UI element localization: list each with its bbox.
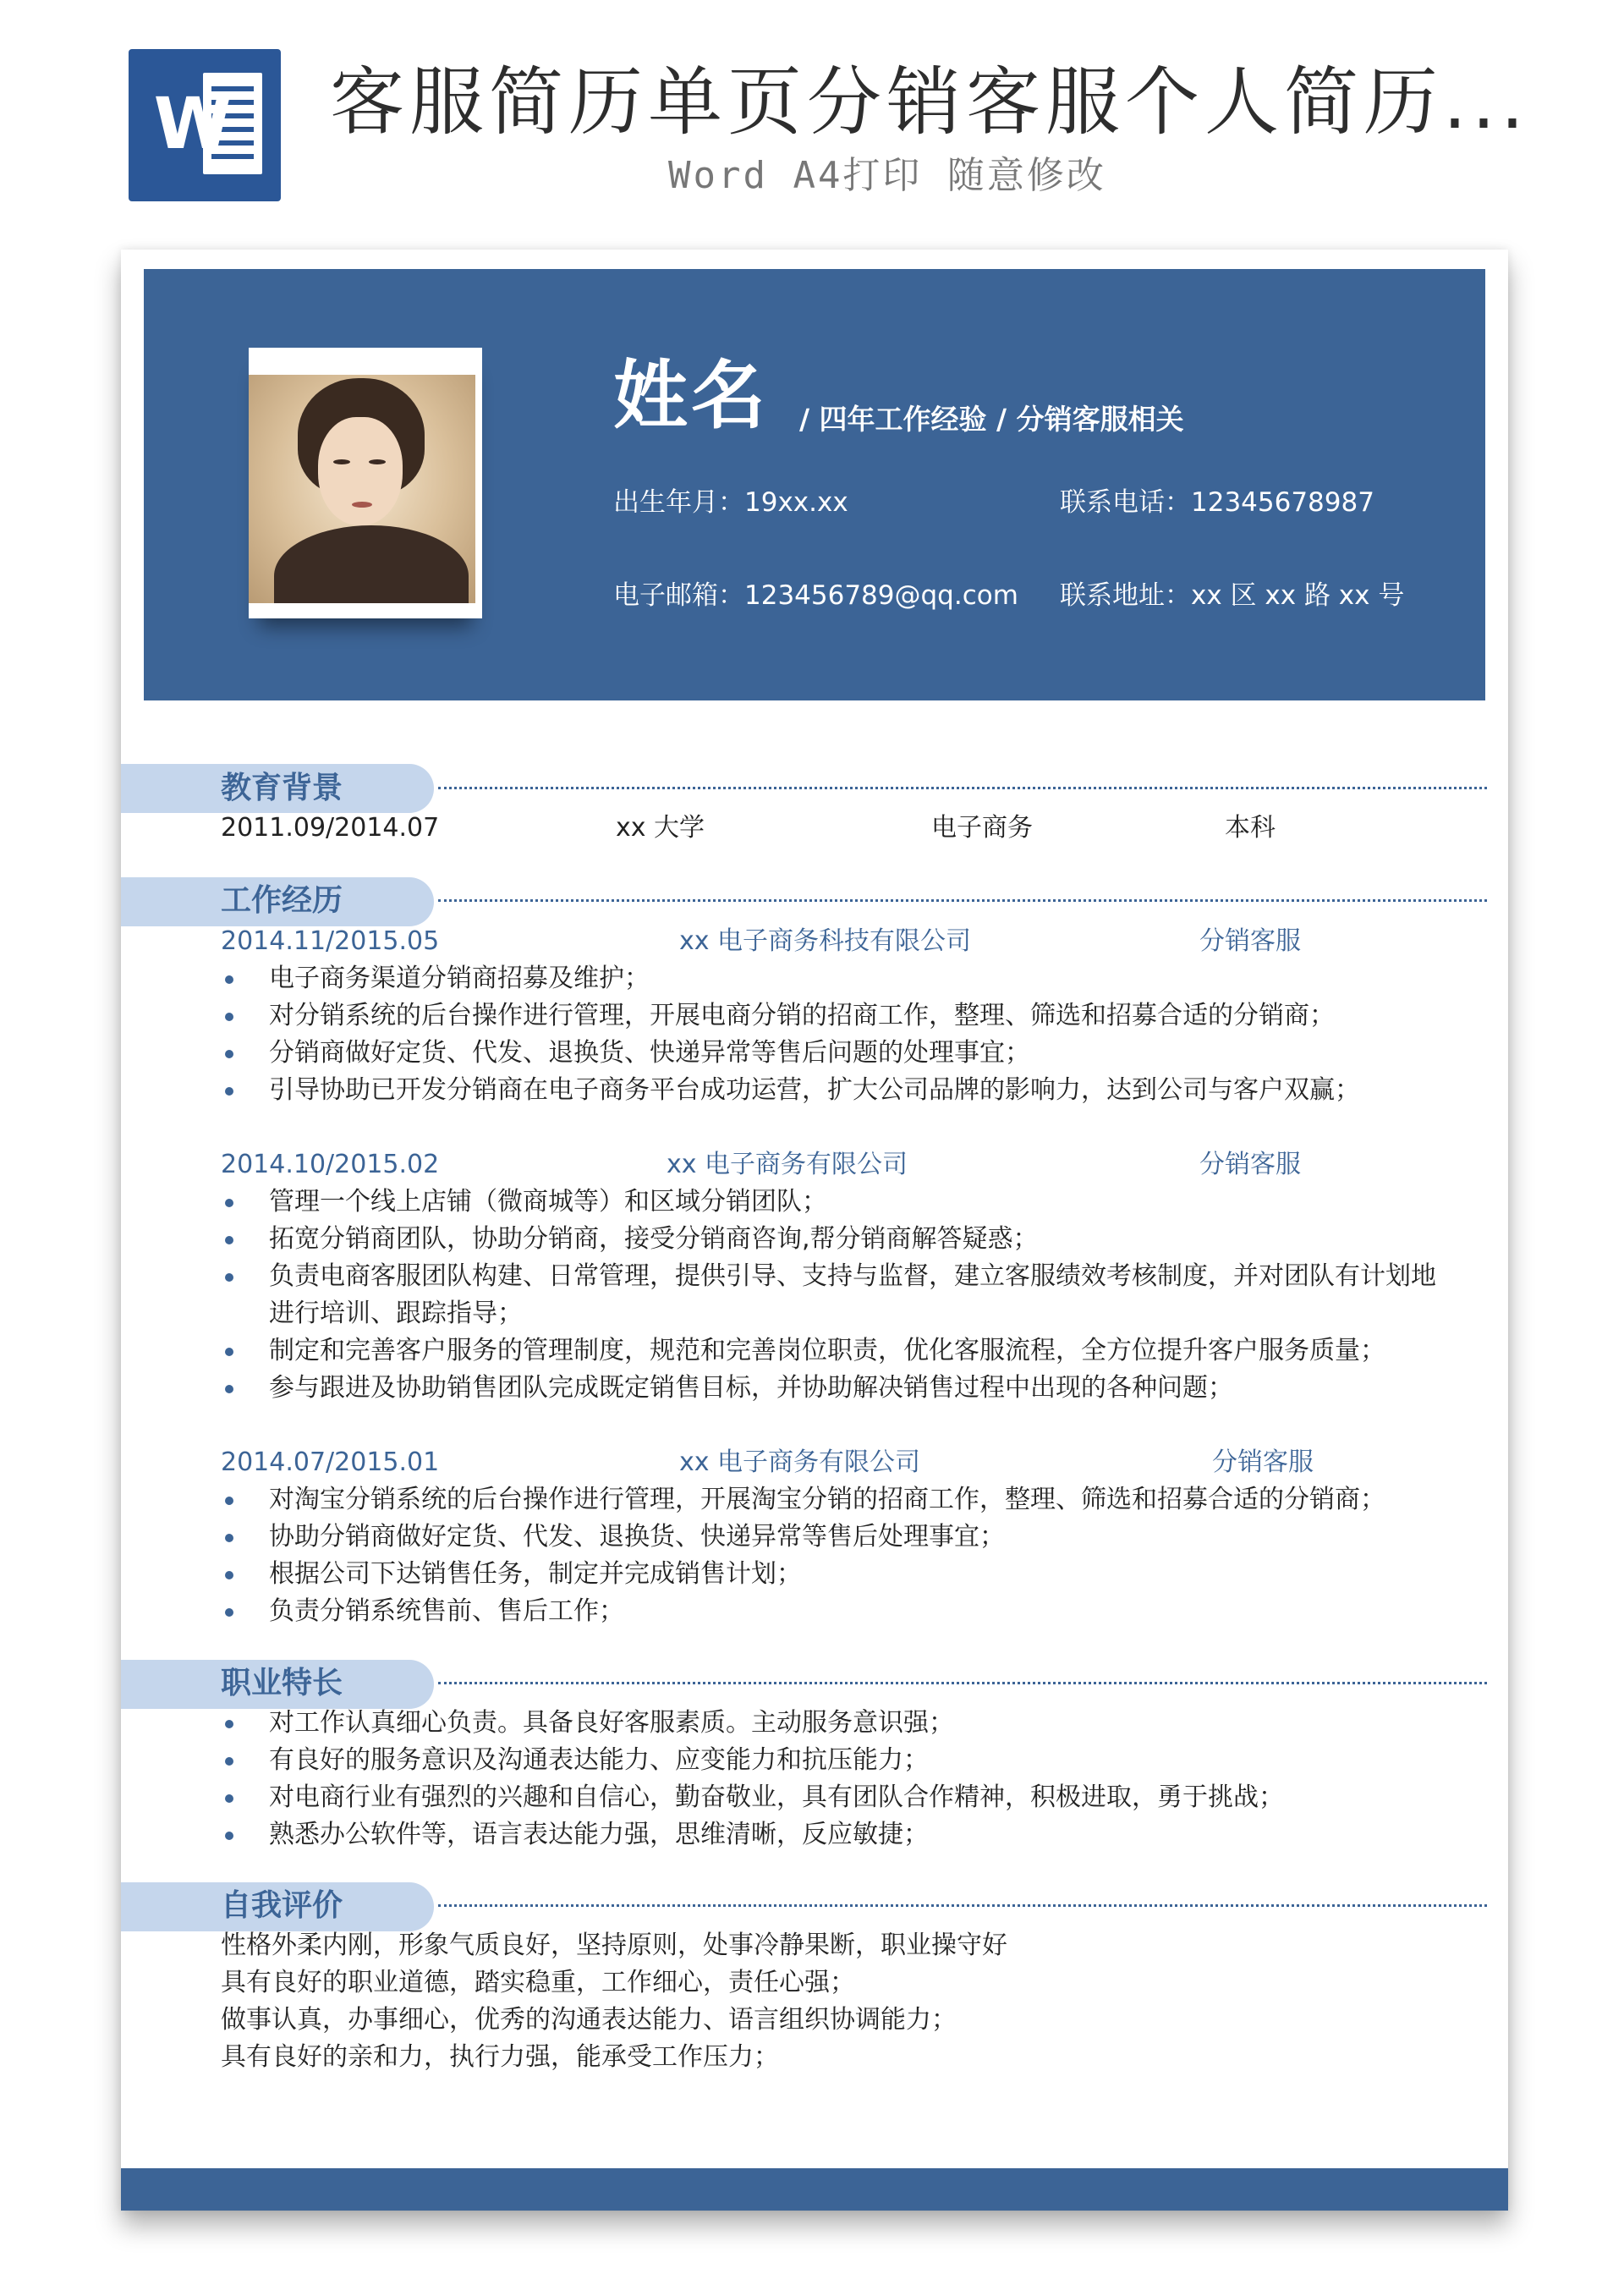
education-major: 电子商务 xyxy=(931,813,1033,843)
job-period: 2014.10/2015.02 xyxy=(221,1150,440,1179)
self-eval-line: 做事认真，办事细心，优秀的沟通表达能力、语言组织协调能力； xyxy=(221,2005,957,2035)
list-item: 参与跟进及协助销售团队完成既定销售目标，并协助解决销售过程中出现的各种问题； xyxy=(221,1370,1456,1407)
self-eval-line: 具有良好的亲和力，执行力强，能承受工作压力； xyxy=(221,2042,779,2072)
list-item: 有良好的服务意识及沟通表达能力、应变能力和抗压能力； xyxy=(221,1742,1456,1779)
candidate-name: 姓名 xyxy=(613,352,770,439)
list-item: 管理一个线上店铺（微商城等）和区域分销团队； xyxy=(221,1184,1456,1221)
self-eval-section-title: 自我评价 xyxy=(221,1888,343,1923)
education-school: xx 大学 xyxy=(616,813,705,843)
list-item: 拓宽分销商团队，协助分销商，接受分销商咨询,帮分销商解答疑惑； xyxy=(221,1221,1456,1258)
list-item: 协助分销商做好定货、代发、退换货、快递异常等售后处理事宜； xyxy=(221,1519,1456,1556)
list-item: 引导协助已开发分销商在电子商务平台成功运营，扩大公司品牌的影响力，达到公司与客户双赢； xyxy=(221,1072,1456,1109)
list-item: 对工作认真细心负责。具备良好客服素质。主动服务意识强； xyxy=(221,1705,1456,1742)
job-duties-list xyxy=(221,960,1456,1109)
postal-address: 联系地址：xx 区 xx 路 xx 号 xyxy=(1060,580,1405,611)
list-item: 制定和完善客户服务的管理制度，规范和完善岗位职责，优化客服流程，全方位提升客户服务质量； xyxy=(221,1332,1456,1370)
profile-photo xyxy=(249,375,475,603)
resume-sheet xyxy=(121,250,1508,2211)
work-section-title: 工作经历 xyxy=(221,883,343,918)
self-eval-line: 性格外柔内刚，形象气质良好，坚持原则，处事冷静果断，职业操守好 xyxy=(221,1931,1007,1960)
footer-bar xyxy=(121,2168,1508,2211)
list-item: 熟悉办公软件等，语言表达能力强，思维清晰，反应敏捷； xyxy=(221,1816,1456,1854)
job-duties-list xyxy=(221,1481,1456,1630)
section-divider xyxy=(438,787,1487,789)
job-role: 分销客服 xyxy=(1212,1447,1314,1477)
list-item: 负责电商客服团队构建、日常管理，提供引导、支持与监督，建立客服绩效考核制度，并对团队有计划地进行培训、跟踪指导； xyxy=(221,1258,1456,1332)
skills-list xyxy=(221,1705,1456,1854)
candidate-tagline: / 四年工作经验 / 分销客服相关 xyxy=(799,403,1184,436)
job-role: 分销客服 xyxy=(1199,1150,1301,1179)
list-item: 对分销系统的后台操作进行管理，开展电商分销的招商工作，整理、筛选和招募合适的分销商； xyxy=(221,997,1456,1035)
list-item: 电子商务渠道分销商招募及维护； xyxy=(221,960,1456,997)
top-banner xyxy=(0,0,1624,228)
banner-title: 客服简历单页分销客服个人简历... xyxy=(330,58,1529,146)
education-degree: 本科 xyxy=(1225,813,1276,843)
job-period: 2014.11/2015.05 xyxy=(221,926,440,956)
profile-photo-frame xyxy=(249,348,482,618)
word-document-icon: W xyxy=(129,49,281,201)
banner-subtitle: Word A4打印 随意修改 xyxy=(668,154,1106,197)
list-item: 对淘宝分销系统的后台操作进行管理，开展淘宝分销的招商工作，整理、筛选和招募合适的分销商； xyxy=(221,1481,1456,1519)
job-period: 2014.07/2015.01 xyxy=(221,1447,440,1477)
job-role: 分销客服 xyxy=(1199,926,1301,956)
resume-header xyxy=(144,269,1485,700)
birth-date: 出生年月：19xx.xx xyxy=(613,487,848,518)
skills-section-title: 职业特长 xyxy=(221,1666,343,1700)
job-duties-list xyxy=(221,1184,1456,1407)
email-address: 电子邮箱：123456789@qq.com xyxy=(613,580,1018,611)
self-eval-line: 具有良好的职业道德，踏实稳重，工作细心，责任心强； xyxy=(221,1968,855,1997)
list-item: 对电商行业有强烈的兴趣和自信心，勤奋敬业，具有团队合作精神，积极进取，勇于挑战； xyxy=(221,1779,1456,1816)
education-section-title: 教育背景 xyxy=(221,771,343,805)
self-eval-text xyxy=(221,1927,1456,2076)
section-divider xyxy=(438,899,1487,902)
list-item: 负责分销系统售前、售后工作； xyxy=(221,1593,1456,1630)
job-company: xx 电子商务有限公司 xyxy=(667,1150,908,1179)
list-item: 根据公司下达销售任务，制定并完成销售计划； xyxy=(221,1556,1456,1593)
job-company: xx 电子商务科技有限公司 xyxy=(679,926,972,956)
section-divider xyxy=(438,1682,1487,1684)
list-item: 分销商做好定货、代发、退换货、快递异常等售后问题的处理事宜； xyxy=(221,1035,1456,1072)
education-period: 2011.09/2014.07 xyxy=(221,813,440,843)
phone-number: 联系电话：12345678987 xyxy=(1060,487,1374,518)
job-company: xx 电子商务有限公司 xyxy=(679,1447,921,1477)
section-divider xyxy=(438,1904,1487,1907)
